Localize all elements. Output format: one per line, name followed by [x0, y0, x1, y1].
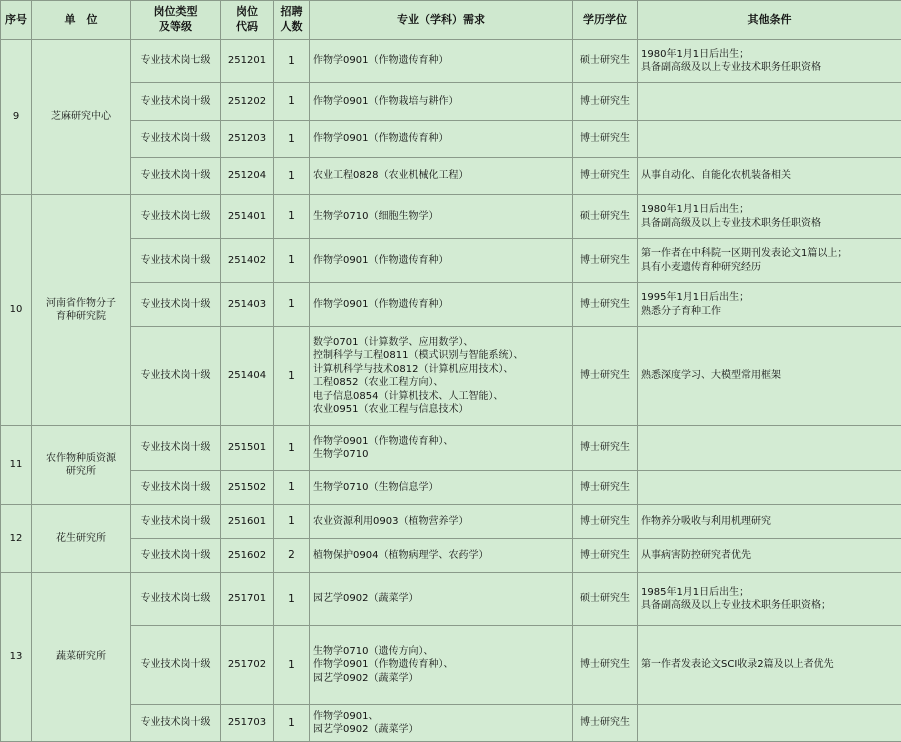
post-type-cell: 专业技术岗七级 [131, 573, 221, 626]
seq-cell: 12 [1, 505, 32, 573]
post-type-cell: 专业技术岗十级 [131, 83, 221, 121]
degree-cell: 硕士研究生 [573, 40, 638, 83]
table-row [1, 283, 901, 327]
post-code-cell: 251703 [221, 705, 274, 742]
table-row [1, 573, 901, 626]
major-cell: 生物学0710（遗传方向）、 作物学0901（作物遗传育种）、 园艺学0902（蔬菜学） [310, 626, 573, 705]
header-post-code: 岗位 代码 [221, 1, 274, 40]
major-cell: 作物学0901（作物遗传育种） [310, 40, 573, 83]
unit-cell: 花生研究所 [32, 505, 131, 573]
degree-cell: 博士研究生 [573, 239, 638, 283]
post-type-cell: 专业技术岗七级 [131, 40, 221, 83]
other-cell [638, 426, 901, 471]
post-type-cell: 专业技术岗十级 [131, 471, 221, 505]
other-cell: 1995年1月1日后出生； 熟悉分子育种工作 [638, 283, 901, 327]
other-cell: 第一作者发表论文SCI收录2篇及以上者优先 [638, 626, 901, 705]
table-row [1, 158, 901, 195]
degree-cell: 博士研究生 [573, 283, 638, 327]
degree-cell: 博士研究生 [573, 626, 638, 705]
degree-cell: 博士研究生 [573, 471, 638, 505]
other-cell [638, 83, 901, 121]
count-cell: 1 [274, 573, 310, 626]
post-code-cell: 251602 [221, 539, 274, 573]
other-cell: 1980年1月1日后出生； 具备副高级及以上专业技术职务任职资格 [638, 40, 901, 83]
post-code-cell: 251402 [221, 239, 274, 283]
header-unit: 单 位 [32, 1, 131, 40]
major-cell: 植物保护0904（植物病理学、农药学） [310, 539, 573, 573]
table-row [1, 327, 901, 426]
other-cell: 从事自动化、自能化农机装备相关 [638, 158, 901, 195]
header-row [1, 1, 901, 40]
post-code-cell: 251401 [221, 195, 274, 239]
count-cell: 1 [274, 195, 310, 239]
count-cell: 1 [274, 121, 310, 158]
degree-cell: 博士研究生 [573, 426, 638, 471]
major-cell: 作物学0901（作物遗传育种） [310, 283, 573, 327]
post-type-cell: 专业技术岗七级 [131, 195, 221, 239]
post-type-cell: 专业技术岗十级 [131, 158, 221, 195]
other-cell [638, 121, 901, 158]
table-row [1, 239, 901, 283]
degree-cell: 博士研究生 [573, 121, 638, 158]
other-cell: 1980年1月1日后出生； 具备副高级及以上专业技术职务任职资格 [638, 195, 901, 239]
post-code-cell: 251502 [221, 471, 274, 505]
other-cell: 1985年1月1日后出生； 具备副高级及以上专业技术职务任职资格； [638, 573, 901, 626]
degree-cell: 硕士研究生 [573, 195, 638, 239]
degree-cell: 博士研究生 [573, 705, 638, 742]
major-cell: 园艺学0902（蔬菜学） [310, 573, 573, 626]
major-cell: 生物学0710（生物信息学） [310, 471, 573, 505]
degree-cell: 博士研究生 [573, 327, 638, 426]
header-other: 其他条件 [638, 1, 901, 40]
major-cell: 作物学0901（作物栽培与耕作） [310, 83, 573, 121]
major-cell: 农业工程0828（农业机械化工程） [310, 158, 573, 195]
post-code-cell: 251403 [221, 283, 274, 327]
table-row [1, 505, 901, 539]
header-major: 专业（学科）需求 [310, 1, 573, 40]
other-cell [638, 471, 901, 505]
other-cell: 作物养分吸收与利用机理研究 [638, 505, 901, 539]
major-cell: 生物学0710（细胞生物学） [310, 195, 573, 239]
post-code-cell: 251702 [221, 626, 274, 705]
major-cell: 作物学0901、 园艺学0902（蔬菜学） [310, 705, 573, 742]
post-type-cell: 专业技术岗十级 [131, 505, 221, 539]
degree-cell: 博士研究生 [573, 539, 638, 573]
major-cell: 作物学0901（作物遗传育种） [310, 239, 573, 283]
unit-cell: 芝麻研究中心 [32, 40, 131, 195]
seq-cell: 10 [1, 195, 32, 426]
seq-cell: 13 [1, 573, 32, 742]
table-row [1, 40, 901, 83]
count-cell: 1 [274, 158, 310, 195]
post-code-cell: 251404 [221, 327, 274, 426]
other-cell: 熟悉深度学习、大模型常用框架 [638, 327, 901, 426]
table-row [1, 83, 901, 121]
degree-cell: 博士研究生 [573, 83, 638, 121]
degree-cell: 博士研究生 [573, 158, 638, 195]
post-code-cell: 251601 [221, 505, 274, 539]
major-cell: 作物学0901（作物遗传育种） [310, 121, 573, 158]
count-cell: 1 [274, 705, 310, 742]
post-code-cell: 251203 [221, 121, 274, 158]
other-cell: 第一作者在中科院一区期刊发表论文1篇以上； 具有小麦遗传育种研究经历 [638, 239, 901, 283]
post-code-cell: 251204 [221, 158, 274, 195]
degree-cell: 博士研究生 [573, 505, 638, 539]
unit-cell: 河南省作物分子 育种研究院 [32, 195, 131, 426]
count-cell: 1 [274, 626, 310, 705]
table-row [1, 195, 901, 239]
count-cell: 1 [274, 83, 310, 121]
header-count: 招聘 人数 [274, 1, 310, 40]
post-type-cell: 专业技术岗十级 [131, 239, 221, 283]
post-type-cell: 专业技术岗十级 [131, 426, 221, 471]
seq-cell: 9 [1, 40, 32, 195]
post-type-cell: 专业技术岗十级 [131, 539, 221, 573]
post-code-cell: 251501 [221, 426, 274, 471]
post-type-cell: 专业技术岗十级 [131, 283, 221, 327]
count-cell: 1 [274, 505, 310, 539]
table-row [1, 426, 901, 471]
table-row [1, 626, 901, 705]
unit-cell: 蔬菜研究所 [32, 573, 131, 742]
post-code-cell: 251701 [221, 573, 274, 626]
unit-cell: 农作物种质资源 研究所 [32, 426, 131, 505]
count-cell: 1 [274, 40, 310, 83]
seq-cell: 11 [1, 426, 32, 505]
post-type-cell: 专业技术岗十级 [131, 626, 221, 705]
header-post-type: 岗位类型 及等级 [131, 1, 221, 40]
count-cell: 2 [274, 539, 310, 573]
major-cell: 农业资源利用0903（植物营养学） [310, 505, 573, 539]
post-type-cell: 专业技术岗十级 [131, 327, 221, 426]
post-type-cell: 专业技术岗十级 [131, 121, 221, 158]
post-code-cell: 251201 [221, 40, 274, 83]
count-cell: 1 [274, 283, 310, 327]
other-cell [638, 705, 901, 742]
count-cell: 1 [274, 471, 310, 505]
table-row [1, 705, 901, 742]
major-cell: 数学0701（计算数学、应用数学）、 控制科学与工程0811（模式识别与智能系统）、 计算机科学与技术0812（计算机应用技术）、 工程0852（农业工程方向）、 电子信息0854（计算机技术、人工智能）、 农业0951（农业工程与信息技术） [310, 327, 573, 426]
count-cell: 1 [274, 426, 310, 471]
table-row [1, 121, 901, 158]
header-seq: 序号 [1, 1, 32, 40]
header-degree: 学历学位 [573, 1, 638, 40]
table-row [1, 471, 901, 505]
other-cell: 从事病害防控研究者优先 [638, 539, 901, 573]
post-code-cell: 251202 [221, 83, 274, 121]
major-cell: 作物学0901（作物遗传育种）、 生物学0710 [310, 426, 573, 471]
post-type-cell: 专业技术岗十级 [131, 705, 221, 742]
degree-cell: 硕士研究生 [573, 573, 638, 626]
table-row [1, 539, 901, 573]
count-cell: 1 [274, 327, 310, 426]
count-cell: 1 [274, 239, 310, 283]
